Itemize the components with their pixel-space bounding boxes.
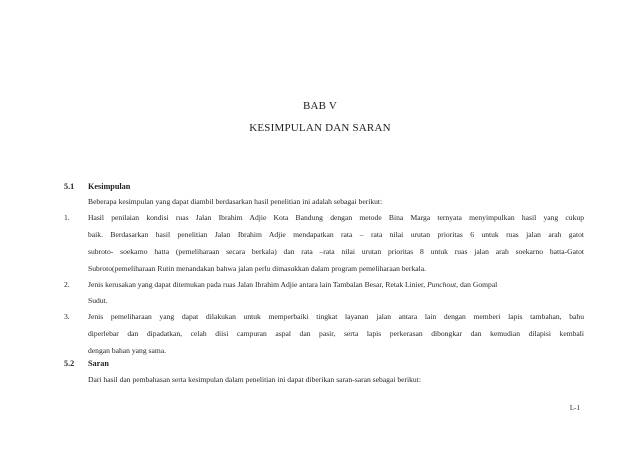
section-intro: Dari hasil dan pembahasan serta kesimpulan dalam penelitian ini dapat diberikan saran-saran sebagai berikut: xyxy=(88,375,421,384)
list-item-line: subroto- soekarno hatta (pemeliharaan secara berkala) dan rata –rata nilai urutan prioritas 8 untuk ruas jalan arah soekarno hatta-Gatot xyxy=(88,247,584,256)
list-item-line: Jenis pemeliharaan yang dapat dilakukan untuk memperbaiki tingkat layanan jalan antara lain dengan memberi lapis tambahan, bahu xyxy=(88,312,584,321)
section-intro: Beberapa kesimpulan yang dapat diambil berdasarkan hasil penelitian ini adalah sebagai berikut: xyxy=(88,197,383,206)
section-number: 5.2 xyxy=(64,359,75,368)
list-item-line: Hasil penilaian kondisi ruas Jalan Ibrahim Adjie Kota Bandung dengan metode Bina Marga ternyata menyimpulkan hasil yang cukup xyxy=(88,213,584,222)
list-item-line xyxy=(88,280,497,290)
section-heading-kesimpulan xyxy=(64,182,130,191)
list-item-line: Subroto(pemeliharaan Rutin menandakan bahwa jalan perlu dimasukkan dalam program pemeliharaan berkala. xyxy=(88,264,427,273)
italic-term: Punchout xyxy=(427,280,457,289)
list-marker: 1. xyxy=(64,213,70,222)
section-number: 5.1 xyxy=(64,182,75,191)
chapter-number: BAB V xyxy=(302,100,338,112)
section-title: Kesimpulan xyxy=(88,182,131,191)
list-item-line: dengan bahan yang sama. xyxy=(88,346,167,355)
page-number: L-1 xyxy=(569,404,580,412)
text-run: Jenis kerusakan yang dapat ditemukan pada ruas Jalan Ibrahim Adjie antara lain Tambalan Besar, Retak Linier, xyxy=(88,280,428,289)
list-marker: 3. xyxy=(64,312,70,321)
section-title: Saran xyxy=(88,359,109,368)
list-item-line: baik. Berdasarkan hasil penelitian Jalan Ibrahim Adjie mendapatkan rata – rata nilai urutan prioritas 6 untuk ruas jalan arah gatot xyxy=(88,230,584,239)
chapter-title: KESIMPULAN DAN SARAN xyxy=(249,122,391,134)
list-item-line: Sudut. xyxy=(88,296,108,305)
list-item-line: diperlebar dan dipadatkan, celah diisi campuran aspal dan pasir, serta lapis perkerasan dibongkar dan kemudian dilapisi kembali xyxy=(88,329,584,338)
list-marker: 2. xyxy=(64,280,70,289)
section-heading-saran xyxy=(64,359,109,368)
text-run: , dan Gompal xyxy=(456,280,498,289)
